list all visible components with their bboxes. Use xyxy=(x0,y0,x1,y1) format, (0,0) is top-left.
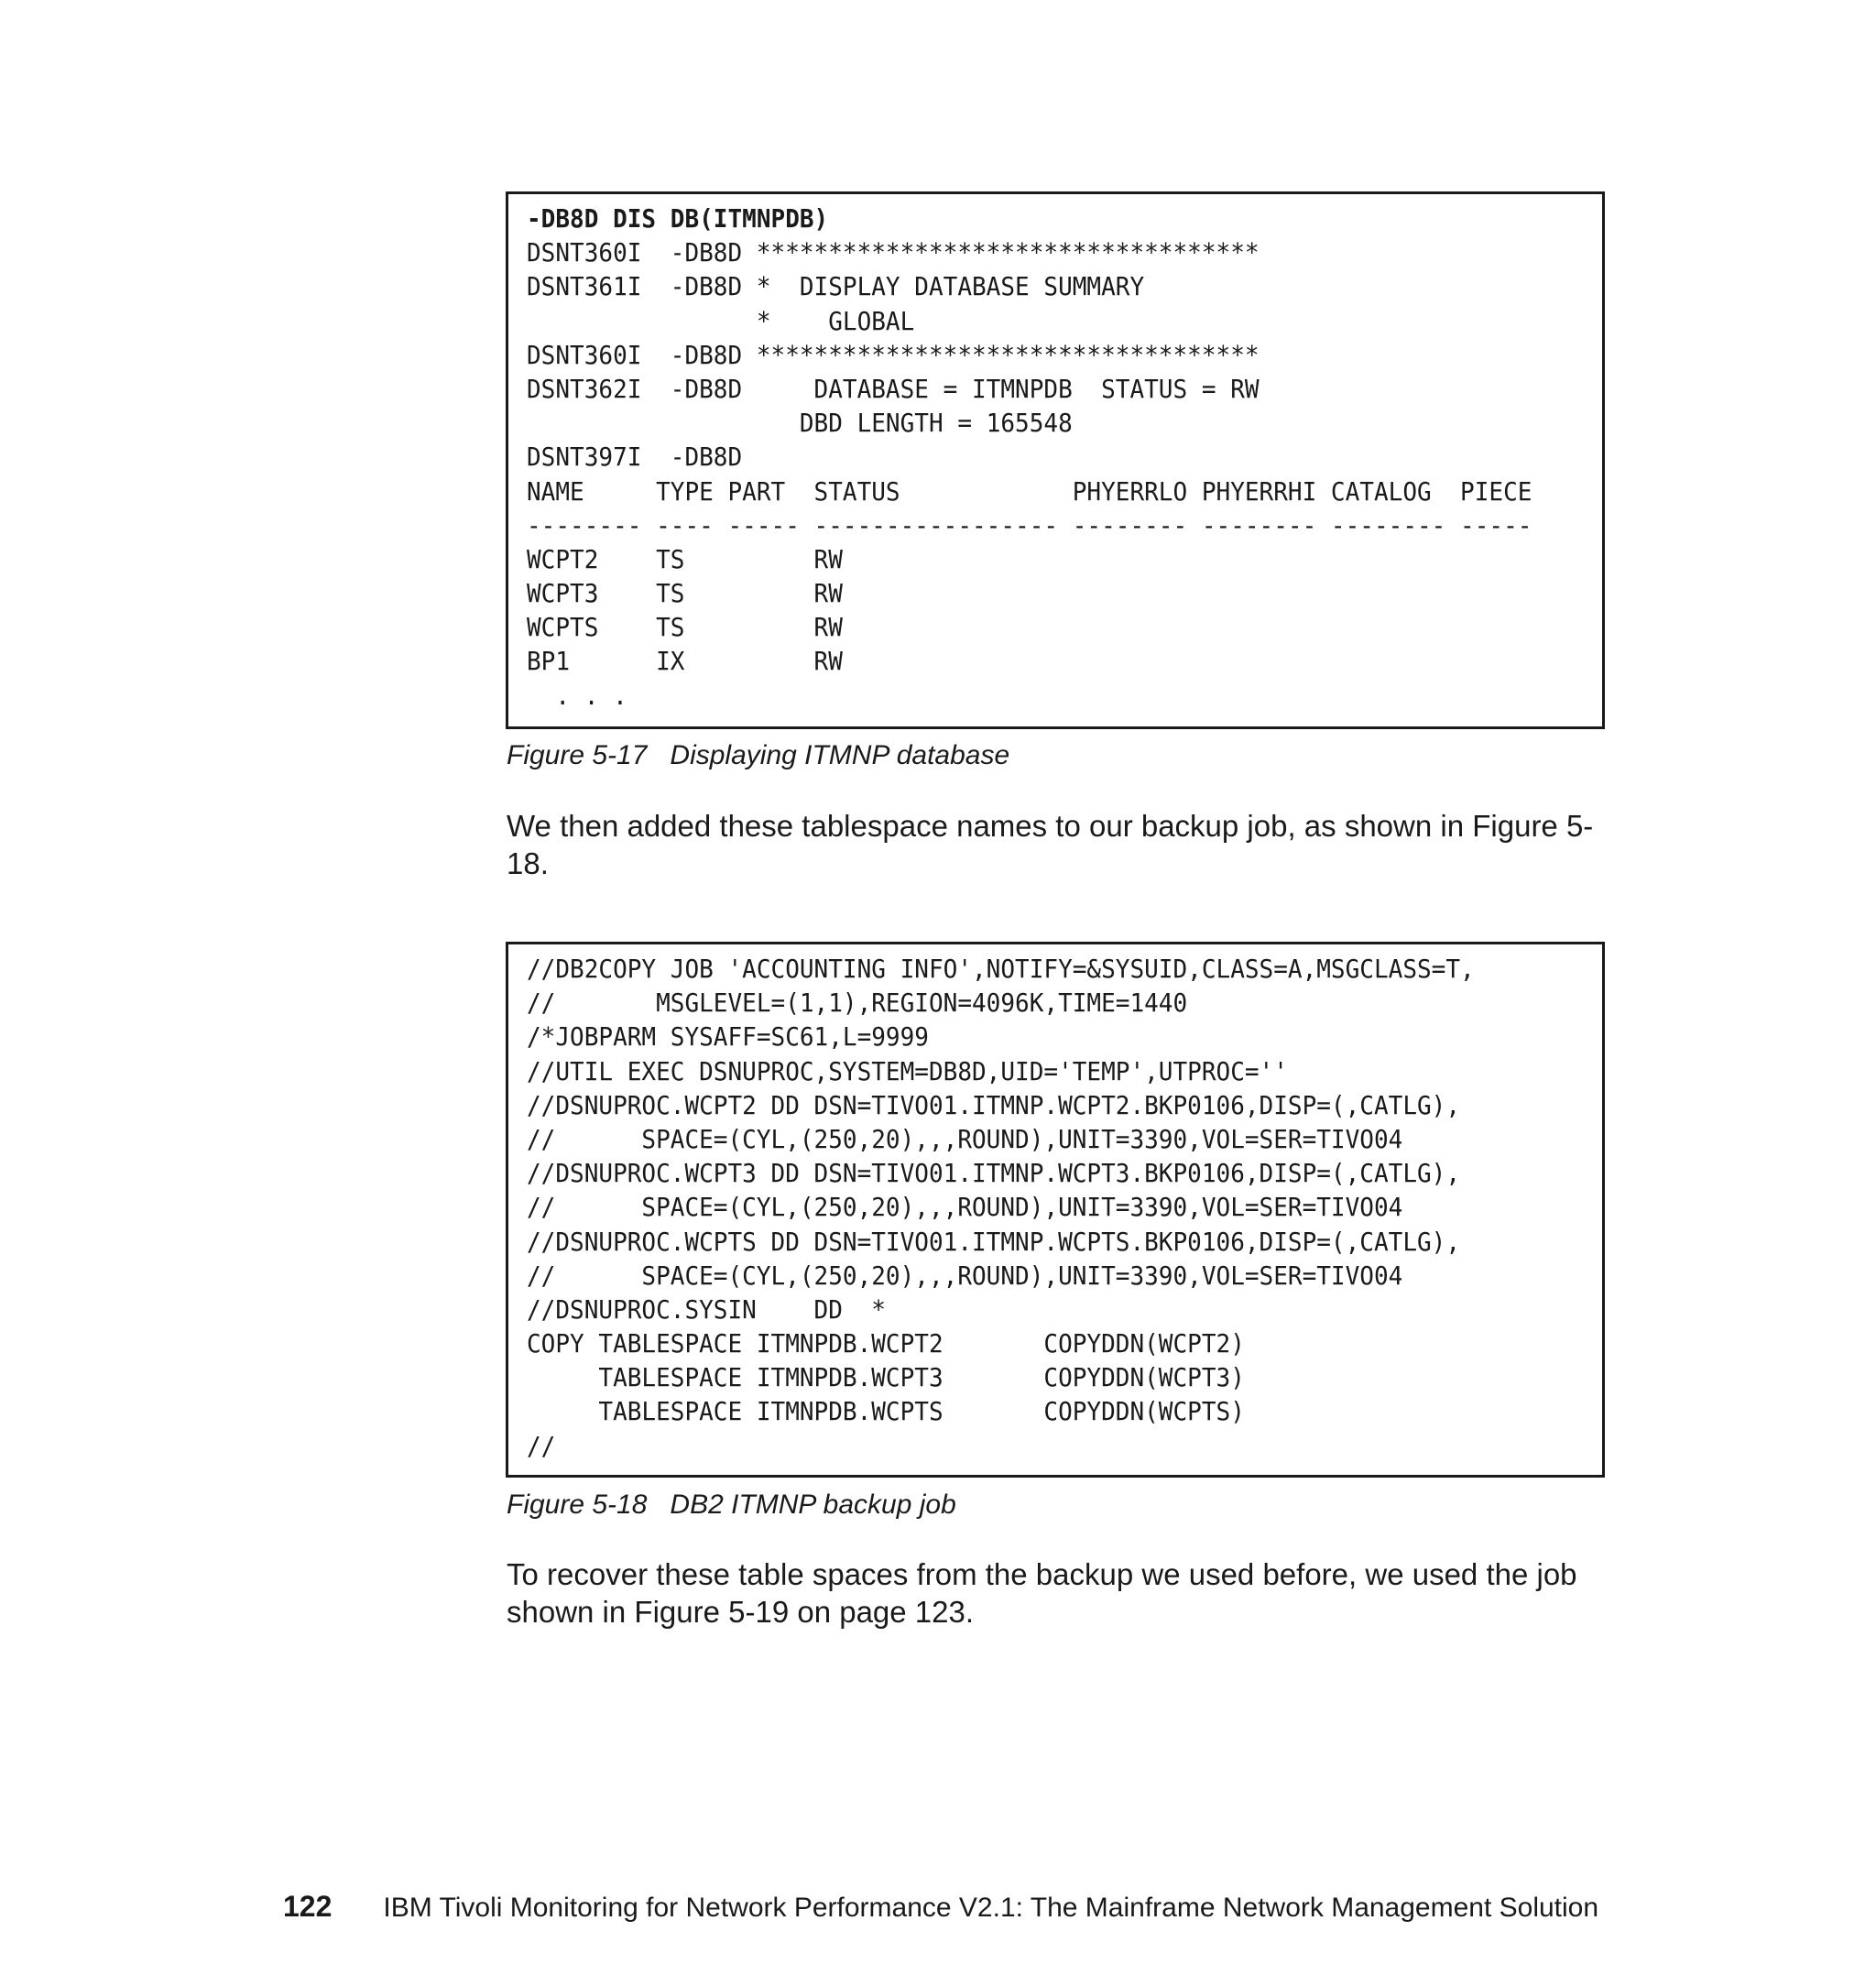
footer-title: IBM Tivoli Monitoring for Network Performance V2.1: The Mainframe Network Management Solution xyxy=(383,1893,1599,1923)
code-line: WCPTS TS RW xyxy=(527,612,843,643)
code-line: * GLOBAL xyxy=(527,305,915,336)
code-line: WCPT3 TS RW xyxy=(527,578,843,609)
code-line: //DSNUPROC.WCPT2 DD DSN=TIVO01.ITMNP.WCPT2.BKP0106,DISP=(,CATLG), xyxy=(527,1089,1461,1120)
code-line: DSNT360I -DB8D *********************************** xyxy=(527,237,1260,268)
figure-5-18-caption: Figure 5-18 DB2 ITMNP backup job xyxy=(507,1490,956,1520)
code-line: // MSGLEVEL=(1,1),REGION=4096K,TIME=1440 xyxy=(527,988,1188,1019)
code-line: //UTIL EXEC DSNUPROC,SYSTEM=DB8D,UID='TEMP',UTPROC='' xyxy=(527,1055,1288,1086)
code-line: DSNT397I -DB8D xyxy=(527,442,743,473)
body-paragraph: We then added these tablespace names to our backup job, as shown in Figure 5-18. xyxy=(507,809,1594,880)
figure-5-17-caption: Figure 5-17 Displaying ITMNP database xyxy=(507,740,1010,770)
code-line: -------- ---- ----- ----------------- -------- -------- -------- ----- xyxy=(527,509,1532,540)
body-paragraph: To recover these table spaces from the backup we used before, we used the job shown in Figure 5-19 on page 123. xyxy=(507,1557,1577,1629)
page-number: 122 xyxy=(283,1890,333,1923)
code-line: WCPT2 TS RW xyxy=(527,543,843,574)
code-line: . . . xyxy=(527,680,627,711)
code-line: //DSNUPROC.SYSIN DD * xyxy=(527,1293,886,1325)
code-line: BP1 IX RW xyxy=(527,646,843,677)
code-line: DBD LENGTH = 165548 xyxy=(527,408,1073,439)
page-footer xyxy=(283,1890,1598,1924)
code-line: // SPACE=(CYL,(250,20),,,ROUND),UNIT=3390,VOL=SER=TIVO04 xyxy=(527,1260,1403,1291)
figure-5-18-code-box xyxy=(506,942,1605,1478)
code-line: DSNT362I -DB8D DATABASE = ITMNPDB STATUS = RW xyxy=(527,373,1260,404)
code-line: DSNT361I -DB8D * DISPLAY DATABASE SUMMARY xyxy=(527,271,1145,302)
figure-5-17-code-box xyxy=(506,191,1605,729)
code-line: DSNT360I -DB8D *********************************** xyxy=(527,339,1260,370)
code-line: /*JOBPARM SYSAFF=SC61,L=9999 xyxy=(527,1021,929,1053)
code-line: //DB2COPY JOB 'ACCOUNTING INFO',NOTIFY=&SYSUID,CLASS=A,MSGCLASS=T, xyxy=(527,954,1475,984)
code-line: TABLESPACE ITMNPDB.WCPTS COPYDDN(WCPTS) xyxy=(527,1396,1245,1427)
code-line: // xyxy=(527,1430,556,1461)
code-line: COPY TABLESPACE ITMNPDB.WCPT2 COPYDDN(WCPT2) xyxy=(527,1328,1245,1359)
code-line: // SPACE=(CYL,(250,20),,,ROUND),UNIT=3390,VOL=SER=TIVO04 xyxy=(527,1123,1403,1154)
code-line: //DSNUPROC.WCPT3 DD DSN=TIVO01.ITMNP.WCPT3.BKP0106,DISP=(,CATLG), xyxy=(527,1158,1461,1189)
code-line: -DB8D DIS DB(ITMNPDB) xyxy=(527,203,829,234)
code-line: // SPACE=(CYL,(250,20),,,ROUND),UNIT=3390,VOL=SER=TIVO04 xyxy=(527,1192,1403,1223)
code-line: NAME TYPE PART STATUS PHYERRLO PHYERRHI CATALOG PIECE xyxy=(527,475,1532,507)
code-line: //DSNUPROC.WCPTS DD DSN=TIVO01.ITMNP.WCPTS.BKP0106,DISP=(,CATLG), xyxy=(527,1226,1461,1257)
code-line: TABLESPACE ITMNPDB.WCPT3 COPYDDN(WCPT3) xyxy=(527,1362,1245,1393)
